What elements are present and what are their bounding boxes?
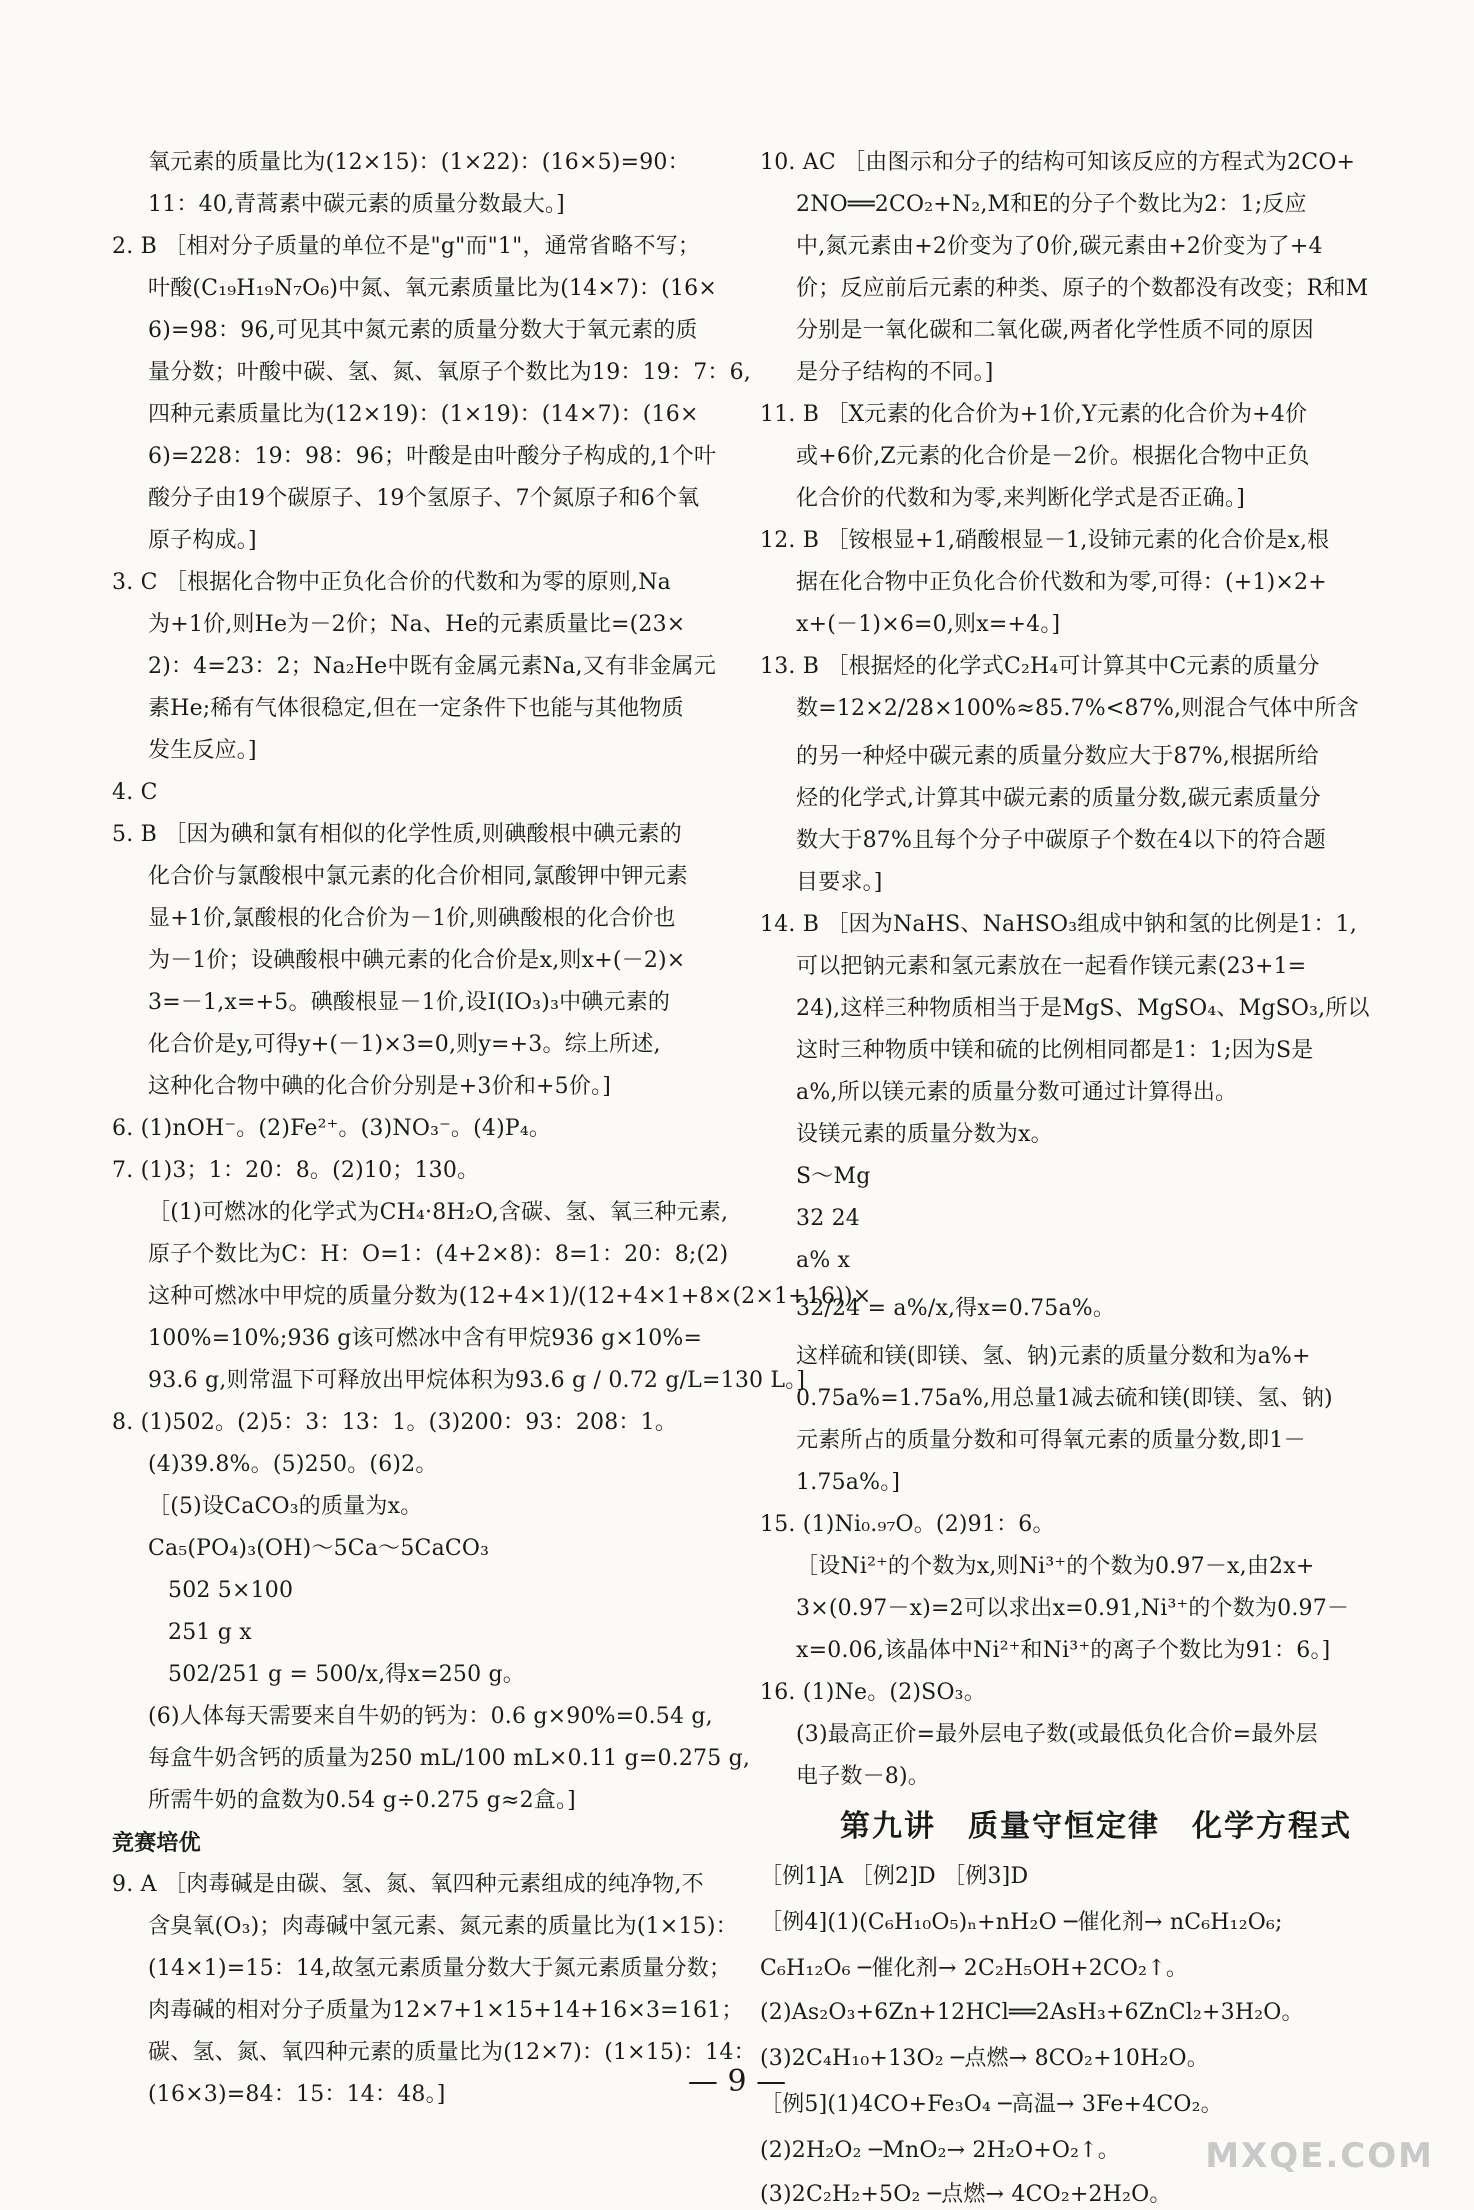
text-line: 这种可燃冰中甲烷的质量分数为(12+4×1)/(12+4×1+8×(2×1+16))× [148,1284,872,1309]
text-line: (14×1)=15：14,故氢元素质量分数大于氮元素质量分数； [148,1956,732,1981]
text-line: 目要求。] [796,870,883,895]
text-line: 数=12×2/28×100%≈85.7%<87%,则混合气体中所含 [796,696,1359,721]
text-line: 32 24 [796,1206,860,1231]
text-line: ［例1]A ［例2]D ［例3]D [760,1864,1029,1889]
page-number: — 9 — [687,2064,787,2099]
text-line: 2)：4=23：2；Na₂He中既有金属元素Na,又有非金属元 [148,654,716,679]
text-line: 的另一种烃中碳元素的质量分数应大于87%,根据所给 [796,744,1319,769]
text-line: S～Mg [796,1164,871,1189]
text-line: 氧元素的质量比为(12×15)：(1×22)：(16×5)=90： [148,150,690,175]
text-line: 6)=228：19：98：96；叶酸是由叶酸分子构成的,1个叶 [148,444,717,469]
text-line: (2)As₂O₃+6Zn+12HCl══2AsH₃+6ZnCl₂+3H₂O。 [760,2000,1304,2025]
text-line: 32/24 = a%/x,得x=0.75a%。 [796,1296,1116,1321]
text-line: 电子数－8)。 [796,1764,930,1789]
text-line: 这时三种物质中镁和硫的比例相同都是1：1;因为S是 [796,1038,1314,1063]
text-line: 为－1价；设碘酸根中碘元素的化合价是x,则x+(－2)× [148,948,686,973]
text-line: 这样硫和镁(即镁、氢、钠)元素的质量分数和为a%+ [796,1344,1311,1369]
text-line: 原子构成。] [148,528,257,553]
text-line: 3=－1,x=+5。碘酸根显－1价,设I(IO₃)₃中碘元素的 [148,990,671,1015]
text-line: 12. B ［铵根显+1,硝酸根显－1,设铈元素的化合价是x,根 [760,528,1330,553]
text-line: (4)39.8%。(5)250。(6)2。 [148,1452,438,1477]
text-line: 2. B ［相对分子质量的单位不是"g"而"1"，通常省略不写； [112,234,701,259]
text-line: 3×(0.97－x)=2可以求出x=0.91,Ni³⁺的个数为0.97－ [796,1596,1350,1621]
text-line: 15. (1)Ni₀.₉₇O。(2)91：6。 [760,1512,1055,1537]
text-line: 烃的化学式,计算其中碳元素的质量分数,碳元素质量分 [796,786,1321,811]
text-line: 叶酸(C₁₉H₁₉N₇O₆)中氮、氧元素质量比为(14×7)：(16× [148,276,717,301]
text-line: 据在化合物中正负化合价代数和为零,可得：(+1)×2+ [796,570,1327,595]
text-line: 13. B ［根据烃的化学式C₂H₄可计算其中C元素的质量分 [760,654,1320,679]
text-line: 251 g x [168,1620,252,1645]
text-line: 发生反应。] [148,738,257,763]
text-line: 9. A ［肉毒碱是由碳、氢、氮、氧四种元素组成的纯净物,不 [112,1872,704,1897]
text-line: Ca₅(PO₄)₃(OH)～5Ca～5CaCO₃ [148,1536,490,1561]
text-line: 10. AC ［由图示和分子的结构可知该反应的方程式为2CO+ [760,150,1356,175]
text-line: 16. (1)Ne。(2)SO₃。 [760,1680,986,1705]
text-line: 502/251 g = 500/x,得x=250 g。 [168,1662,526,1687]
text-line: a% x [796,1248,851,1273]
text-line: 502 5×100 [168,1578,294,1603]
text-line: C₆H₁₂O₆ ─催化剂→ 2C₂H₅OH+2CO₂↑。 [760,1956,1189,1981]
text-line: 显+1价,氯酸根的化合价为－1价,则碘酸根的化合价也 [148,906,676,931]
text-line: (16×3)=84：15：14：48。] [148,2082,446,2107]
text-line: 元素所占的质量分数和可得氧元素的质量分数,即1－ [796,1428,1306,1453]
text-line: ［例4](1)(C₆H₁₀O₅)ₙ+nH₂O ─催化剂→ nC₆H₁₂O₆; [760,1910,1283,1935]
text-line: 中,氮元素由+2价变为了0价,碳元素由+2价变为了+4 [796,234,1323,259]
text-line: 含臭氧(O₃)；肉毒碱中氢元素、氮元素的质量比为(1×15)： [148,1914,738,1939]
text-line: 分别是一氧化碳和二氧化碳,两者化学性质不同的原因 [796,318,1314,343]
text-line: 或+6价,Z元素的化合价是－2价。根据化合物中正负 [796,444,1310,469]
watermark-logo: MXQE.COM [1205,2136,1434,2176]
text-line: (6)人体每天需要来自牛奶的钙为：0.6 g×90%=0.54 g, [148,1704,713,1729]
text-line: 8. (1)502。(2)5：3：13：1。(3)200：93：208：1。 [112,1410,678,1435]
text-line: 这种化合物中碘的化合价分别是+3价和+5价。] [148,1074,612,1099]
text-line: 价；反应前后元素的种类、原子的个数都没有改变；R和M [796,276,1369,301]
text-line: 100%=10%;936 g该可燃冰中含有甲烷936 g×10%= [148,1326,703,1351]
section-heading: 第九讲 质量守恒定律 化学方程式 [840,1809,1352,1844]
text-line: 酸分子由19个碳原子、19个氢原子、7个氮原子和6个氧 [148,486,700,511]
text-line: 每盒牛奶含钙的质量为250 mL/100 mL×0.11 g=0.275 g, [148,1746,751,1771]
text-line: (3)2C₄H₁₀+13O₂ ─点燃→ 8CO₂+10H₂O。 [760,2046,1209,2071]
text-line: 是分子结构的不同。] [796,360,994,385]
text-line: 所需牛奶的盒数为0.54 g÷0.275 g≈2盒。] [148,1788,576,1813]
text-line: (3)2C₂H₂+5O₂ ─点燃→ 4CO₂+2H₂O。 [760,2182,1172,2207]
text-line: 5. B ［因为碘和氯有相似的化学性质,则碘酸根中碘元素的 [112,822,682,847]
text-line: 14. B ［因为NaHS、NaHSO₃组成中钠和氢的比例是1：1, [760,912,1358,937]
text-line: x+(－1)×6=0,则x=+4。] [796,612,1061,637]
text-line: ［(1)可燃冰的化学式为CH₄·8H₂O,含碳、氢、氧三种元素, [148,1200,729,1225]
text-line: 化合价是y,可得y+(－1)×3=0,则y=+3。综上所述, [148,1032,661,1057]
text-line: 3. C ［根据化合物中正负化合价的代数和为零的原则,Na [112,570,671,595]
text-line: 量分数；叶酸中碳、氢、氮、氧原子个数比为19：19：7：6, [148,360,751,385]
text-line: ［设Ni²⁺的个数为x,则Ni³⁺的个数为0.97－x,由2x+ [796,1554,1315,1579]
text-line: 化合价的代数和为零,来判断化学式是否正确。] [796,486,1245,511]
text-line: 11：40,青蒿素中碳元素的质量分数最大。] [148,192,565,217]
text-line: (3)最高正价=最外层电子数(或最低负化合价=最外层 [796,1722,1318,1747]
text-line: (2)2H₂O₂ ─MnO₂→ 2H₂O+O₂↑。 [760,2138,1120,2163]
text-line: 化合价与氯酸根中氯元素的化合价相同,氯酸钾中钾元素 [148,864,688,889]
text-line: 四种元素质量比为(12×19)：(1×19)：(14×7)：(16× [148,402,699,427]
text-line: 6. (1)nOH⁻。(2)Fe²⁺。(3)NO₃⁻。(4)P₄。 [112,1116,552,1141]
text-line: 7. (1)3；1：20：8。(2)10；130。 [112,1158,480,1183]
text-line: 肉毒碱的相对分子质量为12×7+1×15+14+16×3=161； [148,1998,744,2023]
text-line: 可以把钠元素和氢元素放在一起看作镁元素(23+1= [796,954,1307,979]
text-line: 为+1价,则He为－2价；Na、He的元素质量比=(23× [148,612,686,637]
text-line: 数大于87%且每个分子中碳原子个数在4以下的符合题 [796,828,1326,853]
text-line: 竞赛培优 [112,1830,201,1856]
text-line: 4. C [112,780,158,805]
text-line: 0.75a%=1.75a%,用总量1减去硫和镁(即镁、氢、钠) [796,1386,1333,1411]
text-line: ［例5](1)4CO+Fe₃O₄ ─高温→ 3Fe+4CO₂。 [760,2092,1223,2117]
text-line: x=0.06,该晶体中Ni²⁺和Ni³⁺的离子个数比为91：6。] [796,1638,1331,1663]
text-line: 11. B ［X元素的化合价为+1价,Y元素的化合价为+4价 [760,402,1308,427]
text-line: ［(5)设CaCO₃的质量为x。 [148,1494,423,1519]
text-line: 2NO══2CO₂+N₂,M和E的分子个数比为2：1;反应 [796,192,1307,217]
text-line: 设镁元素的质量分数为x。 [796,1122,1053,1147]
text-line: 24),这样三种物质相当于是MgS、MgSO₄、MgSO₃,所以 [796,996,1370,1021]
text-line: a%,所以镁元素的质量分数可通过计算得出。 [796,1080,1238,1105]
text-line: 素He;稀有气体很稳定,但在一定条件下也能与其他物质 [148,696,684,721]
text-line: 碳、氢、氮、氧四种元素的质量比为(12×7)：(1×15)：14： [148,2040,756,2065]
text-line: 6)=98：96,可见其中氮元素的质量分数大于氧元素的质 [148,318,698,343]
text-line: 原子个数比为C：H：O=1：(4+2×8)：8=1：20：8;(2) [148,1242,729,1267]
text-line: 1.75a%。] [796,1470,901,1495]
text-line: 93.6 g,则常温下可释放出甲烷体积为93.6 g / 0.72 g/L=130 L。] [148,1368,806,1393]
